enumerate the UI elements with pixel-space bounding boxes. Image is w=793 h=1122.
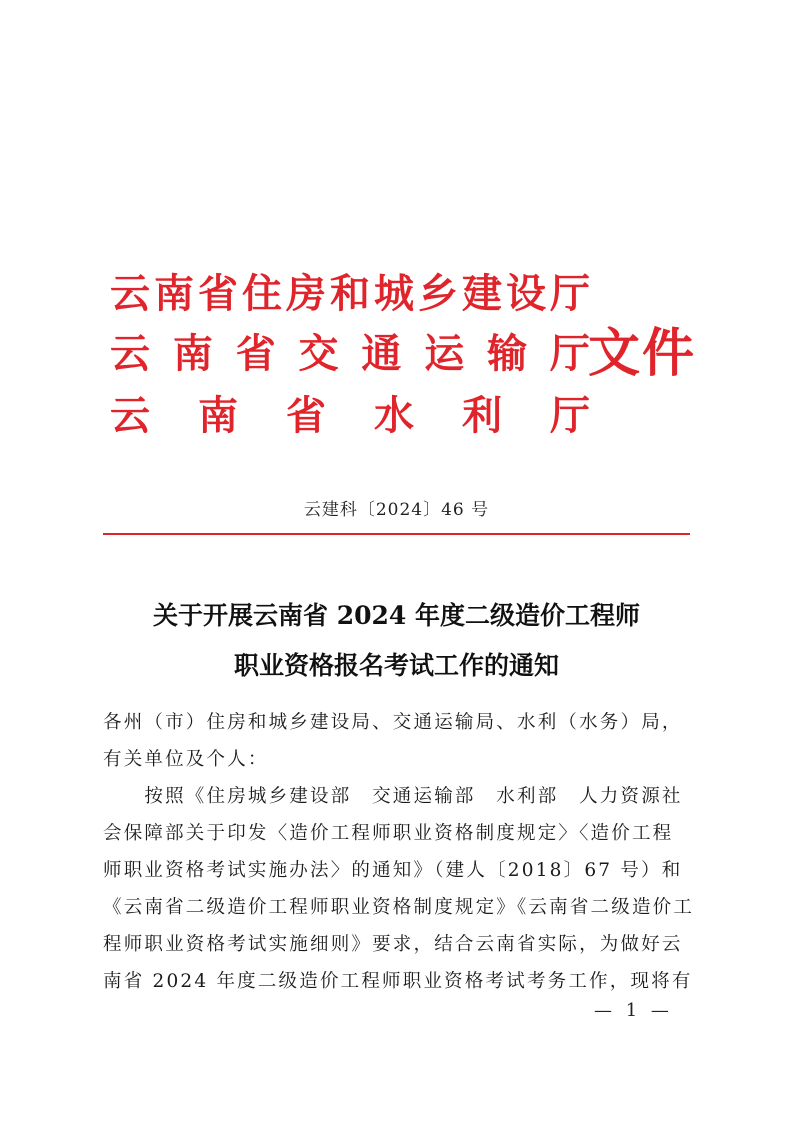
issuer-char: 住 [242,270,282,317]
issuer-char: 水 [374,392,414,439]
issuer-line-housing [110,268,590,320]
issuer-char: 云 [110,270,150,317]
body-line: 按照《住房城乡建设部 交通运输部 水利部 人力资源社 [103,786,683,807]
issuer-char: 厅 [549,330,590,377]
body-line: 各州（市）住房和城乡建设局、交通运输局、水利（水务）局， [103,712,683,733]
red-divider [103,533,690,535]
body-line: 会保障部关于印发〈造价工程师职业资格制度规定〉〈造价工程 [103,823,674,844]
issuer-char: 厅 [550,392,590,439]
issuer-char: 厅 [550,270,590,317]
issuer-char: 省 [198,270,238,317]
notice-title-line-2: 职业资格报名考试工作的通知 [233,651,559,680]
body-line: 《云南省二级造价工程师职业资格制度规定》《云南省二级造价工 [103,897,695,918]
issuer-char: 设 [506,270,546,317]
body-line: 有关单位及个人： [103,749,269,770]
body-line: 南省 2024 年度二级造价工程师职业资格考试考务工作，现将有 [103,971,693,992]
body-line: 师职业资格考试实施办法〉的通知》（建人〔2018〕67 号）和 [103,860,683,881]
issuer-char: 南 [198,392,238,439]
issuer-char: 和 [330,270,370,317]
issuer-char: 南 [154,270,194,317]
notice-title-line-1: 关于开展云南省 2024 年度二级造价工程师 [153,601,640,630]
issuer-char: 云 [110,392,150,439]
document-number: 云建科〔2024〕46 号 [303,500,490,520]
issuer-char: 省 [235,330,276,377]
issuer-char: 交 [298,330,339,377]
issuer-char: 城 [374,270,414,317]
issuer-char: 建 [462,270,502,317]
issuer-char: 云 [110,330,150,377]
document-suffix: 文件 [588,323,697,384]
issuer-char: 通 [361,330,402,377]
page-number: — 1 — [594,1000,673,1021]
issuer-char: 利 [462,392,502,439]
issuer-char: 省 [286,392,326,439]
body-line: 程师职业资格考试实施细则》要求，结合云南省实际，为做好云 [103,934,683,955]
issuer-line-water [110,390,590,442]
issuer-line-transport [110,328,590,380]
issuer-char: 输 [487,330,528,377]
issuer-char: 运 [424,330,465,377]
issuer-char: 南 [172,330,213,377]
issuer-char: 乡 [418,270,458,317]
issuer-char: 房 [286,270,326,317]
